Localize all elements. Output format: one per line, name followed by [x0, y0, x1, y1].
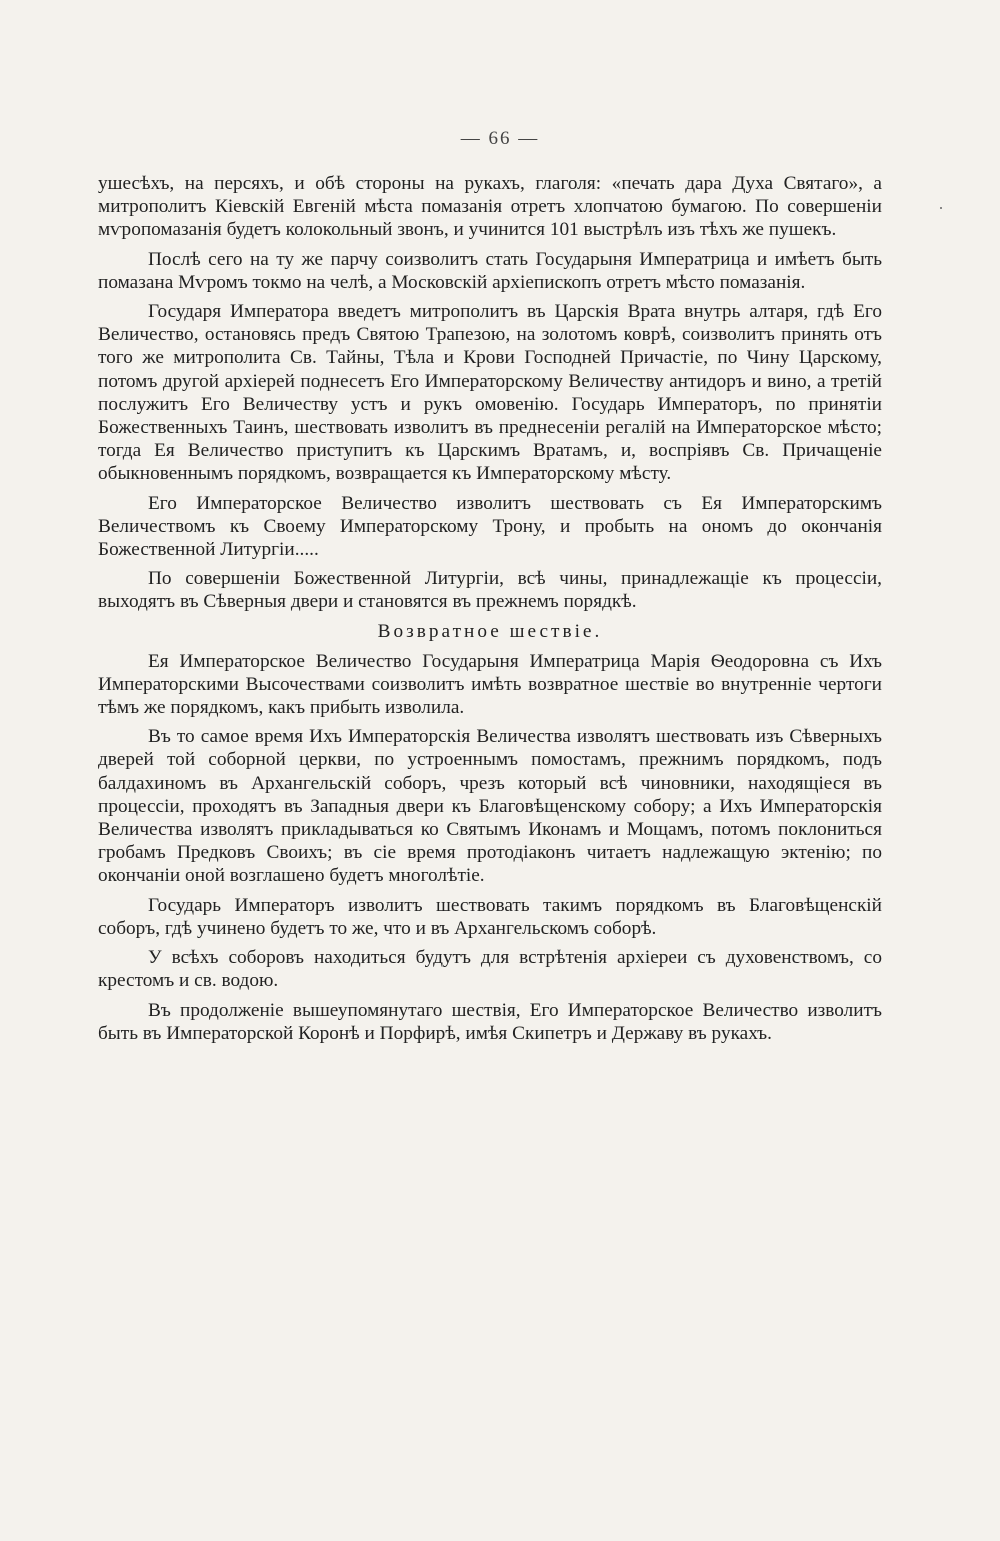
paragraph: Государя Императора введетъ митрополитъ въ Царскія Врата внутрь алтаря, гдѣ Его Величество, остановясь предъ Святою Трапезою, на золотомъ коврѣ, соизволитъ принять отъ того же митрополита Св. Тайны, Тѣла и Крови Господней Причастіе, по Чину Царскому, потомъ другой архіерей поднесетъ Его Императорскому Величеству антидоръ и вино, а третій послужитъ Его Величеству устъ и рукъ омовенію. Государь Императоръ, по принятіи Божественныхъ Таинъ, шествовать изволитъ въ преднесеніи регалій на Императорское мѣсто; тогда Ея Величество приступитъ къ Царскимъ Вратамъ, и, воспріявъ Св. Причащеніе обыкновеннымъ порядкомъ, возвращается къ Императорскому мѣсту. — [98, 301, 882, 485]
paragraph: Въ продолженіе вышеупомянутаго шествія, Его Императорское Величество изволитъ быть въ Императорской Коронѣ и Порфирѣ, имѣя Скипетръ и Державу въ рукахъ. — [98, 999, 882, 1044]
paragraph: У всѣхъ соборовъ находиться будутъ для встрѣтенія архіереи съ духовенствомъ, со крестомъ и св. водою. — [98, 947, 882, 992]
paragraph: Послѣ сего на ту же парчу соизволитъ стать Государыня Императрица и имѣетъ быть помазана Мѵромъ токмо на челѣ, а Московскій архіепископъ отретъ мѣсто помазанія. — [98, 248, 882, 293]
paragraph: ушесѣхъ, на персяхъ, и обѣ стороны на рукахъ, глаголя: «печать дара Духа Святаго», а митрополитъ Кіевскій Евгеній мѣста помазанія отретъ хлопчатою бумагою. По совершеніи мѵропомазанія будетъ колокольный звонъ, и учинится 101 выстрѣлъ изъ тѣхъ же пушекъ. — [98, 173, 882, 241]
body-text — [98, 172, 882, 1051]
speck-mark — [940, 207, 942, 209]
paragraph: Его Императорское Величество изволитъ шествовать съ Ея Императорскимъ Величествомъ къ Своему Императорскому Трону, и пробыть на ономъ до окончанія Божественной Литургіи..... — [98, 492, 882, 561]
paragraph: По совершеніи Божественной Литургіи, всѣ чины, принадлежащіе къ процессіи, выходятъ въ Сѣверныя двери и становятся въ прежнемъ порядкѣ. — [98, 568, 882, 613]
paragraph: Государь Императоръ изволитъ шествовать такимъ порядкомъ въ Благовѣщенскій соборъ, гдѣ учинено будетъ то же, что и въ Архангельскомъ соборѣ. — [98, 894, 882, 939]
page-number: — 66 — — [460, 128, 540, 149]
paragraph: Ея Императорское Величество Государыня Императрица Марія Ѳеодоровна съ Ихъ Императорскими Высочествами соизволитъ имѣть возвратное шествіе во внутренніе чертоги тѣмъ же порядкомъ, какъ прибыть изволила. — [98, 650, 882, 719]
section-heading: Возвратное шествіе. — [377, 620, 603, 642]
paragraph: Въ то самое время Ихъ Императорскія Величества изволятъ шествовать изъ Сѣверныхъ дверей той соборной церкви, по устроеннымъ помостамъ, прежнимъ порядкомъ, подъ балдахиномъ въ Архангельскій соборъ, чрезъ который всѣ чиновники, находящіеся въ процессіи, проходятъ въ Западныя двери къ Благовѣщенскому собору; а Ихъ Императорскія Величества изволятъ прикладываться ко Святымъ Иконамъ и Мощамъ, потомъ поклониться гробамъ Предковъ Своихъ; въ сіе время протодіаконъ читаетъ надлежащую эктенію; по окончаніи оной возглашено будетъ многолѣтіе. — [98, 726, 882, 887]
